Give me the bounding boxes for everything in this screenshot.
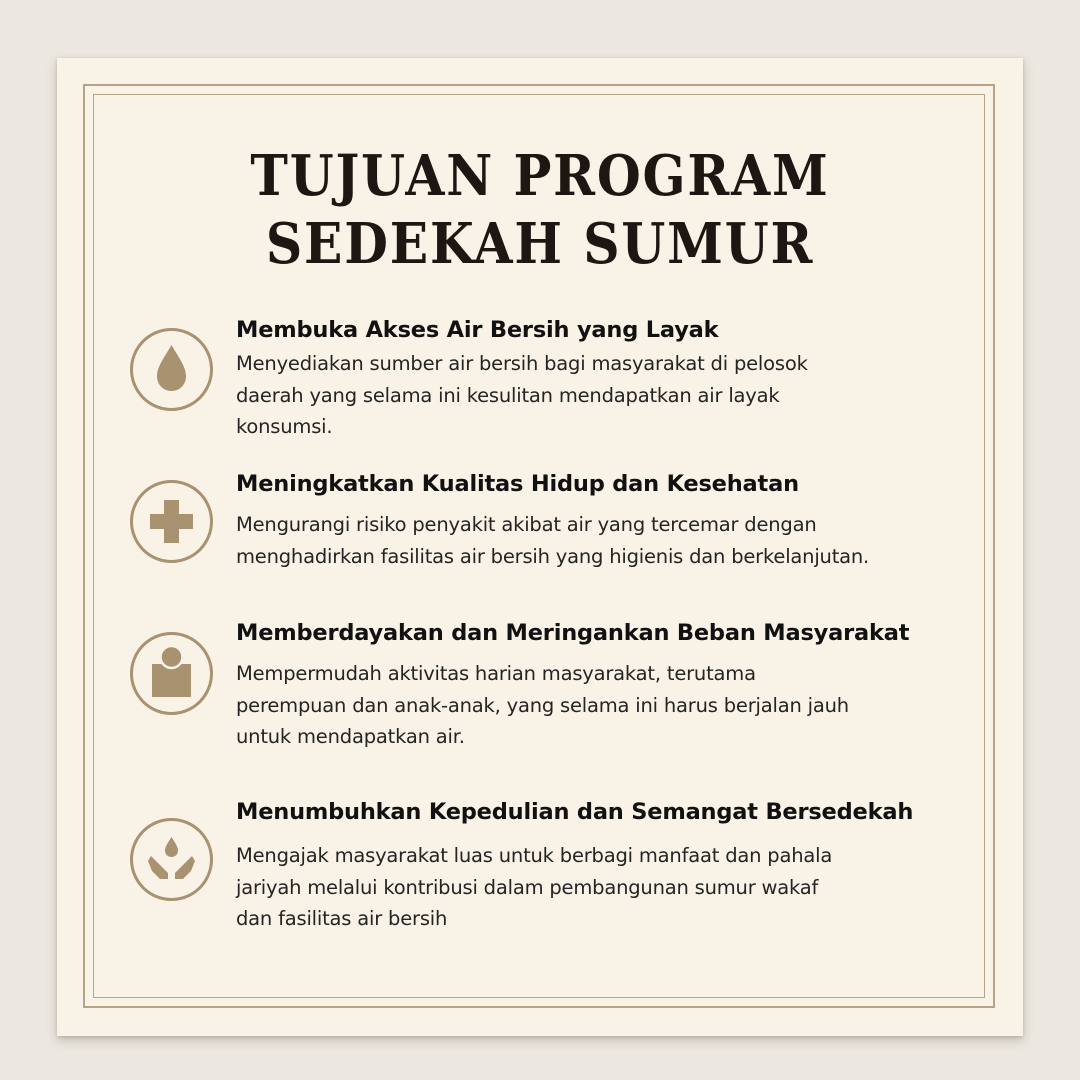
page-title — [105, 142, 974, 278]
hands-water-drop-icon — [130, 818, 213, 901]
water-drop-icon — [130, 328, 213, 411]
goal-description — [236, 840, 936, 935]
goal-description — [236, 348, 936, 443]
goal-title: Memberdayakan dan Meringankan Beban Masyarakat — [236, 620, 910, 646]
description-line: perempuan dan anak-anak, yang selama ini harus berjalan jauh — [236, 693, 849, 717]
poster-card — [57, 58, 1023, 1036]
goal-title: Membuka Akses Air Bersih yang Layak — [236, 317, 719, 343]
description-line: untuk mendapatkan air. — [236, 725, 465, 748]
description-line: konsumsi. — [236, 415, 333, 438]
goal-description — [236, 509, 936, 572]
description-line: Menyediakan sumber air bersih bagi masyarakat di pelosok — [236, 352, 808, 375]
description-line: menghadirkan fasilitas air bersih yang higienis dan berkelanjutan. — [236, 544, 870, 568]
title-line-2: SEDEKAH SUMUR — [265, 211, 815, 277]
description-line: jariyah melalui kontribusi dalam pembangunan sumur wakaf — [236, 875, 819, 899]
medical-cross-icon — [130, 480, 213, 563]
goal-description — [236, 658, 936, 753]
description-line: daerah yang selama ini kesulitan mendapatkan air layak — [236, 383, 780, 407]
description-line: dan fasilitas air bersih — [236, 907, 448, 930]
description-line: Mengajak masyarakat luas untuk berbagi manfaat dan pahala — [236, 844, 833, 867]
description-line: Mempermudah aktivitas harian masyarakat, terutama — [236, 662, 756, 685]
title-line-1: TUJUAN PROGRAM — [250, 143, 830, 209]
description-line: Mengurangi risiko penyakit akibat air yang tercemar dengan — [236, 513, 817, 536]
person-icon — [130, 632, 213, 715]
goal-title: Menumbuhkan Kepedulian dan Semangat Bersedekah — [236, 799, 914, 825]
goal-title: Meningkatkan Kualitas Hidup dan Kesehatan — [236, 471, 799, 497]
